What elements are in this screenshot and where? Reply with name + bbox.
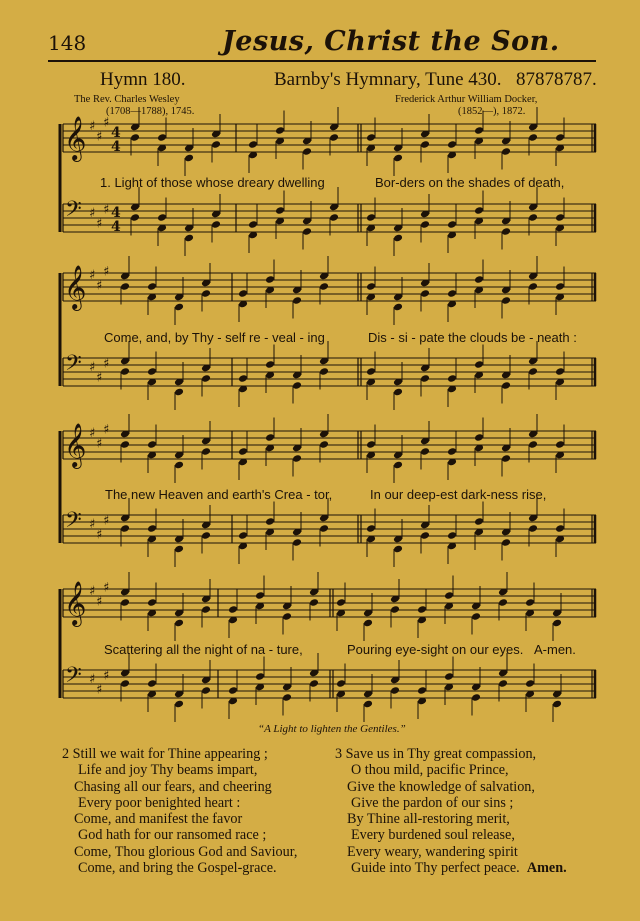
verse-line: Life and joy Thy beams impart, [78,762,258,779]
verse-2 [62,746,297,876]
verse-line: Every poor benighted heart : [78,794,241,811]
lyric-line: Pouring eye-sight on our eyes. [347,642,524,657]
sharp-sign: ♯ [103,264,110,280]
sharp-sign: ♯ [89,426,96,441]
lyric-line: Come, and, by Thy - self re - veal - ing [104,330,325,345]
sharp-sign: ♯ [96,278,103,294]
lyric-line: 1. Light of those whose dreary dwelling [100,175,325,190]
verse-line-text: Guide into Thy perfect peace. [351,860,520,877]
lyric-line: In our deep-est dark-ness rise, [370,487,547,502]
sharp-sign: ♯ [103,513,110,529]
sharp-sign: ♯ [103,580,110,596]
sharp-sign: ♯ [89,672,96,687]
sharp-sign: ♯ [89,584,96,599]
lyric-line: Dis - si - pate the clouds be - neath : [368,330,577,345]
lyric-line: Bor-ders on the shades of death, [375,175,565,190]
sharp-sign: ♯ [96,527,103,543]
time-signature: 4 [111,139,121,155]
treble-clef: 𝄞 [64,581,87,625]
sharp-sign: ♯ [96,216,103,232]
sharp-sign: ♯ [89,517,96,532]
composer: Frederick Arthur William Docker, [395,94,538,105]
sharp-sign: ♯ [96,436,103,452]
treble-clef: 𝄞 [64,116,87,160]
tune-name: Barnby's Hymnary, Tune 430. [274,69,502,90]
verse-line: 2 Still we wait for Thine appearing ; [62,746,268,762]
sharp-sign: ♯ [96,129,103,145]
time-signature: 4 [111,205,121,221]
author-dates: (1708—1788), 1745. [106,106,195,117]
hymn-number: Hymn 180. [100,69,186,90]
composer-dates: (1852—), 1872. [458,106,526,117]
amen: Amen. [526,860,567,877]
page-number: 148 [48,31,87,55]
time-signature: 4 [111,219,121,235]
bass-clef: 𝄢 [65,663,82,693]
sharp-sign: ♯ [89,360,96,375]
sharp-sign: ♯ [103,356,110,372]
verse-3 [335,746,567,876]
verse-line: 3 Save us in Thy great compassion, [335,746,537,762]
caption: “A Light to lighten the Gentiles.” [258,723,406,735]
sharp-sign: ♯ [103,202,110,218]
bass-clef: 𝄢 [65,197,82,227]
verse-line: God hath for our ransomed race ; [78,827,267,844]
lyric-line: A-men. [534,642,576,657]
sharp-sign: ♯ [96,594,103,610]
meter: 87878787. [516,69,597,90]
verse-line: By Thine all-restoring merit, [347,811,510,828]
sharp-sign: ♯ [103,115,110,131]
author: The Rev. Charles Wesley [74,94,180,105]
verse-line: Give the knowledge of salvation, [347,778,535,795]
verse-line [335,860,567,876]
sharp-sign: ♯ [89,268,96,283]
verse-line: Chasing all our fears, and cheering [74,778,272,795]
verse-line: O thou mild, pacific Prince, [351,762,509,779]
verse-line: Every burdened soul release, [351,827,515,844]
bass-clef: 𝄢 [65,508,82,538]
verse-line: Come, and manifest the favor [74,811,243,828]
sharp-sign: ♯ [96,682,103,698]
treble-clef: 𝄞 [64,423,87,467]
verse-line: Come, and bring the Gospel-grace. [78,860,277,877]
time-signature: 4 [111,125,121,141]
verse-line: Give the pardon of our sins ; [351,794,514,811]
sharp-sign: ♯ [89,119,96,134]
verse-line: Come, Thou glorious God and Saviour, [74,843,298,860]
sharp-sign: ♯ [89,206,96,221]
sharp-sign: ♯ [96,370,103,386]
sharp-sign: ♯ [103,668,110,684]
lyric-line: The new Heaven and earth's Crea - tor, [105,487,333,502]
verse-line: Every weary, wandering spirit [347,843,518,860]
treble-clef: 𝄞 [64,265,87,309]
sharp-sign: ♯ [103,422,110,438]
running-title: Jesus, Christ the Son. [222,26,560,57]
lyric-line: Scattering all the night of na - ture, [104,642,303,657]
bass-clef: 𝄢 [65,351,82,381]
